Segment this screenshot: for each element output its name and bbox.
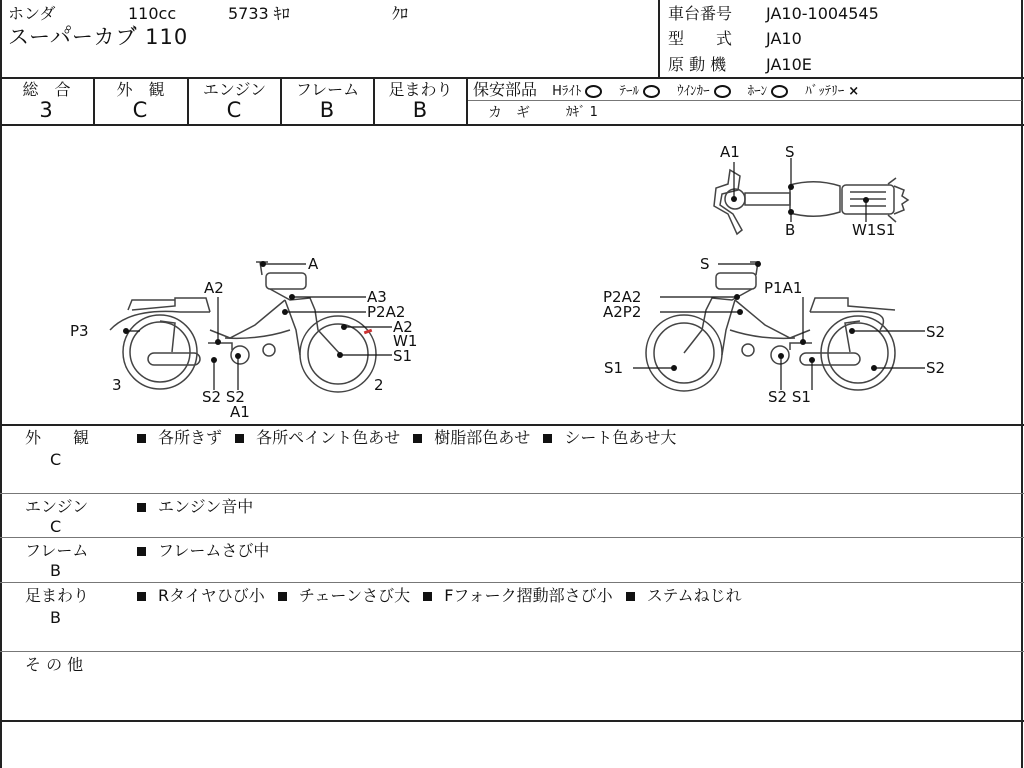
maker: ホンダ — [8, 4, 56, 23]
ok-mark-icon — [585, 85, 602, 98]
type-label: 型 式 — [668, 29, 733, 48]
remark-notes — [137, 429, 684, 447]
diagram-label: S1 — [393, 347, 413, 365]
remark-category: 外 観 — [25, 428, 90, 447]
diagram-label: S — [785, 143, 795, 161]
remark-note: 各所ペイント色あせ — [256, 428, 401, 447]
bullet-icon — [137, 503, 146, 512]
scores-rule — [0, 124, 1024, 126]
safety-item — [805, 84, 859, 99]
remark-note: チェーンさび大 — [298, 586, 411, 605]
safety-item — [619, 84, 660, 99]
ok-mark-icon — [714, 85, 731, 98]
diagram-label: B — [785, 221, 796, 239]
safety-item — [677, 84, 731, 99]
diagram-label: S2 S1 — [768, 388, 811, 406]
remark-note: Fフォーク摺動部さび小 — [444, 586, 613, 605]
diagram-label: S2 S2 — [202, 388, 245, 406]
diagram-label: A3 — [367, 288, 387, 306]
key-label: カ ギ — [488, 105, 530, 121]
score-label: フレーム — [295, 80, 360, 99]
score-label: 足まわり — [388, 80, 453, 99]
bullet-icon — [423, 592, 432, 601]
mileage: 5733 ｷﾛ — [228, 4, 290, 23]
score-value: C — [132, 98, 149, 122]
diagram-label: A1 — [720, 143, 740, 161]
remark-category: そ の 他 — [25, 655, 84, 674]
diagram-label: W1 — [393, 332, 418, 350]
score-value: B — [412, 98, 429, 122]
engine-label: 原 動 機 — [668, 55, 727, 74]
ng-mark-icon: × — [848, 84, 860, 99]
diagram-label: A2P2 — [603, 303, 642, 321]
diagram-label: A2 — [204, 279, 224, 297]
remarks-rule — [0, 651, 1024, 652]
diagram-label: S — [700, 255, 710, 273]
left-view-scooter — [110, 262, 376, 392]
diagram-label: P1A1 — [764, 279, 803, 297]
score-label: 総 合 — [22, 80, 71, 99]
diagram-label: S2 — [926, 323, 946, 341]
safety-item-name: Hﾗｲﾄ — [552, 84, 582, 99]
remark-note: フレームさび中 — [158, 541, 270, 560]
header-divider — [658, 0, 660, 78]
score-label: 外 観 — [116, 80, 165, 99]
bullet-icon — [543, 434, 552, 443]
header-rule — [0, 77, 1024, 79]
remark-grade: B — [50, 608, 61, 627]
remark-notes — [137, 587, 750, 605]
safety-row — [473, 81, 859, 101]
remark-grade: B — [50, 561, 61, 580]
safety-item-name: ﾎｰﾝ — [747, 84, 768, 99]
chassis-value: JA10-1004545 — [766, 4, 879, 23]
remark-category: フレーム — [25, 541, 89, 560]
diagram-label: A1 — [230, 403, 250, 421]
bullet-icon — [626, 592, 635, 601]
bullet-icon — [278, 592, 287, 601]
diagram-label: A2 — [393, 318, 413, 336]
remark-note: ステムねじれ — [646, 586, 742, 605]
score-value: C — [226, 98, 243, 122]
diagram-label: W1S1 — [852, 221, 896, 239]
diagram-label: P2A2 — [367, 303, 406, 321]
key-value: ｶｷﾞ 1 — [566, 105, 598, 120]
red-mark — [364, 329, 373, 335]
remarks-rule — [0, 537, 1024, 538]
bullet-icon — [137, 547, 146, 556]
diagram-label: P3 — [70, 322, 89, 340]
bullet-icon — [137, 592, 146, 601]
safety-label: 保安部品 — [473, 80, 538, 99]
model-name: スーパ゚ーカブ゙ 110 — [8, 25, 189, 49]
ok-mark-icon — [643, 85, 660, 98]
safety-item-name: ﾃｰﾙ — [619, 84, 639, 99]
top-view-scooter — [714, 170, 908, 234]
score-label: エンジン — [202, 80, 267, 99]
ok-mark-icon — [771, 85, 788, 98]
remarks-rule — [0, 720, 1024, 722]
safety-item-name: ｳｲﾝｶｰ — [677, 84, 710, 99]
bullet-icon — [235, 434, 244, 443]
diagram-label: S1 — [604, 359, 624, 377]
right-border — [1021, 0, 1023, 768]
remarks-rule — [0, 493, 1024, 494]
remark-notes — [137, 542, 277, 560]
bullet-icon — [413, 434, 422, 443]
remark-category: エンジン — [25, 497, 89, 516]
chassis-label: 車台番号 — [668, 4, 733, 23]
remarks-rule — [0, 582, 1024, 583]
remark-notes — [137, 498, 261, 516]
diagram-label: P2A2 — [603, 288, 642, 306]
safety-item — [748, 84, 789, 99]
bullet-icon — [137, 434, 146, 443]
diagram-label: 3 — [112, 376, 122, 394]
remark-note: Rタイヤひび小 — [158, 586, 265, 605]
displacement: 110cc — [128, 4, 177, 23]
diagram-label: 2 — [374, 376, 384, 394]
diagram-label: S2 — [926, 359, 946, 377]
safety-item — [552, 84, 602, 99]
remark-grade: C — [50, 517, 62, 536]
remark-grade: C — [50, 450, 62, 469]
color: ｸﾛ — [392, 4, 409, 23]
score-value: B — [319, 98, 336, 122]
right-view-scooter — [646, 262, 895, 391]
remarks-rule — [0, 424, 1024, 426]
remark-note: エンジン音中 — [158, 497, 254, 516]
remark-category: 足まわり — [25, 586, 90, 605]
remark-note: シート色あせ大 — [564, 428, 677, 447]
score-value: 3 — [39, 98, 54, 122]
diagram-label: A — [308, 255, 319, 273]
engine-value: JA10E — [766, 55, 812, 74]
type-value: JA10 — [766, 29, 802, 48]
safety-item-name: ﾊﾞｯﾃﾘｰ — [805, 84, 845, 99]
remark-note: 各所きず — [158, 428, 223, 447]
remark-note: 樹脂部色あせ — [434, 428, 531, 447]
